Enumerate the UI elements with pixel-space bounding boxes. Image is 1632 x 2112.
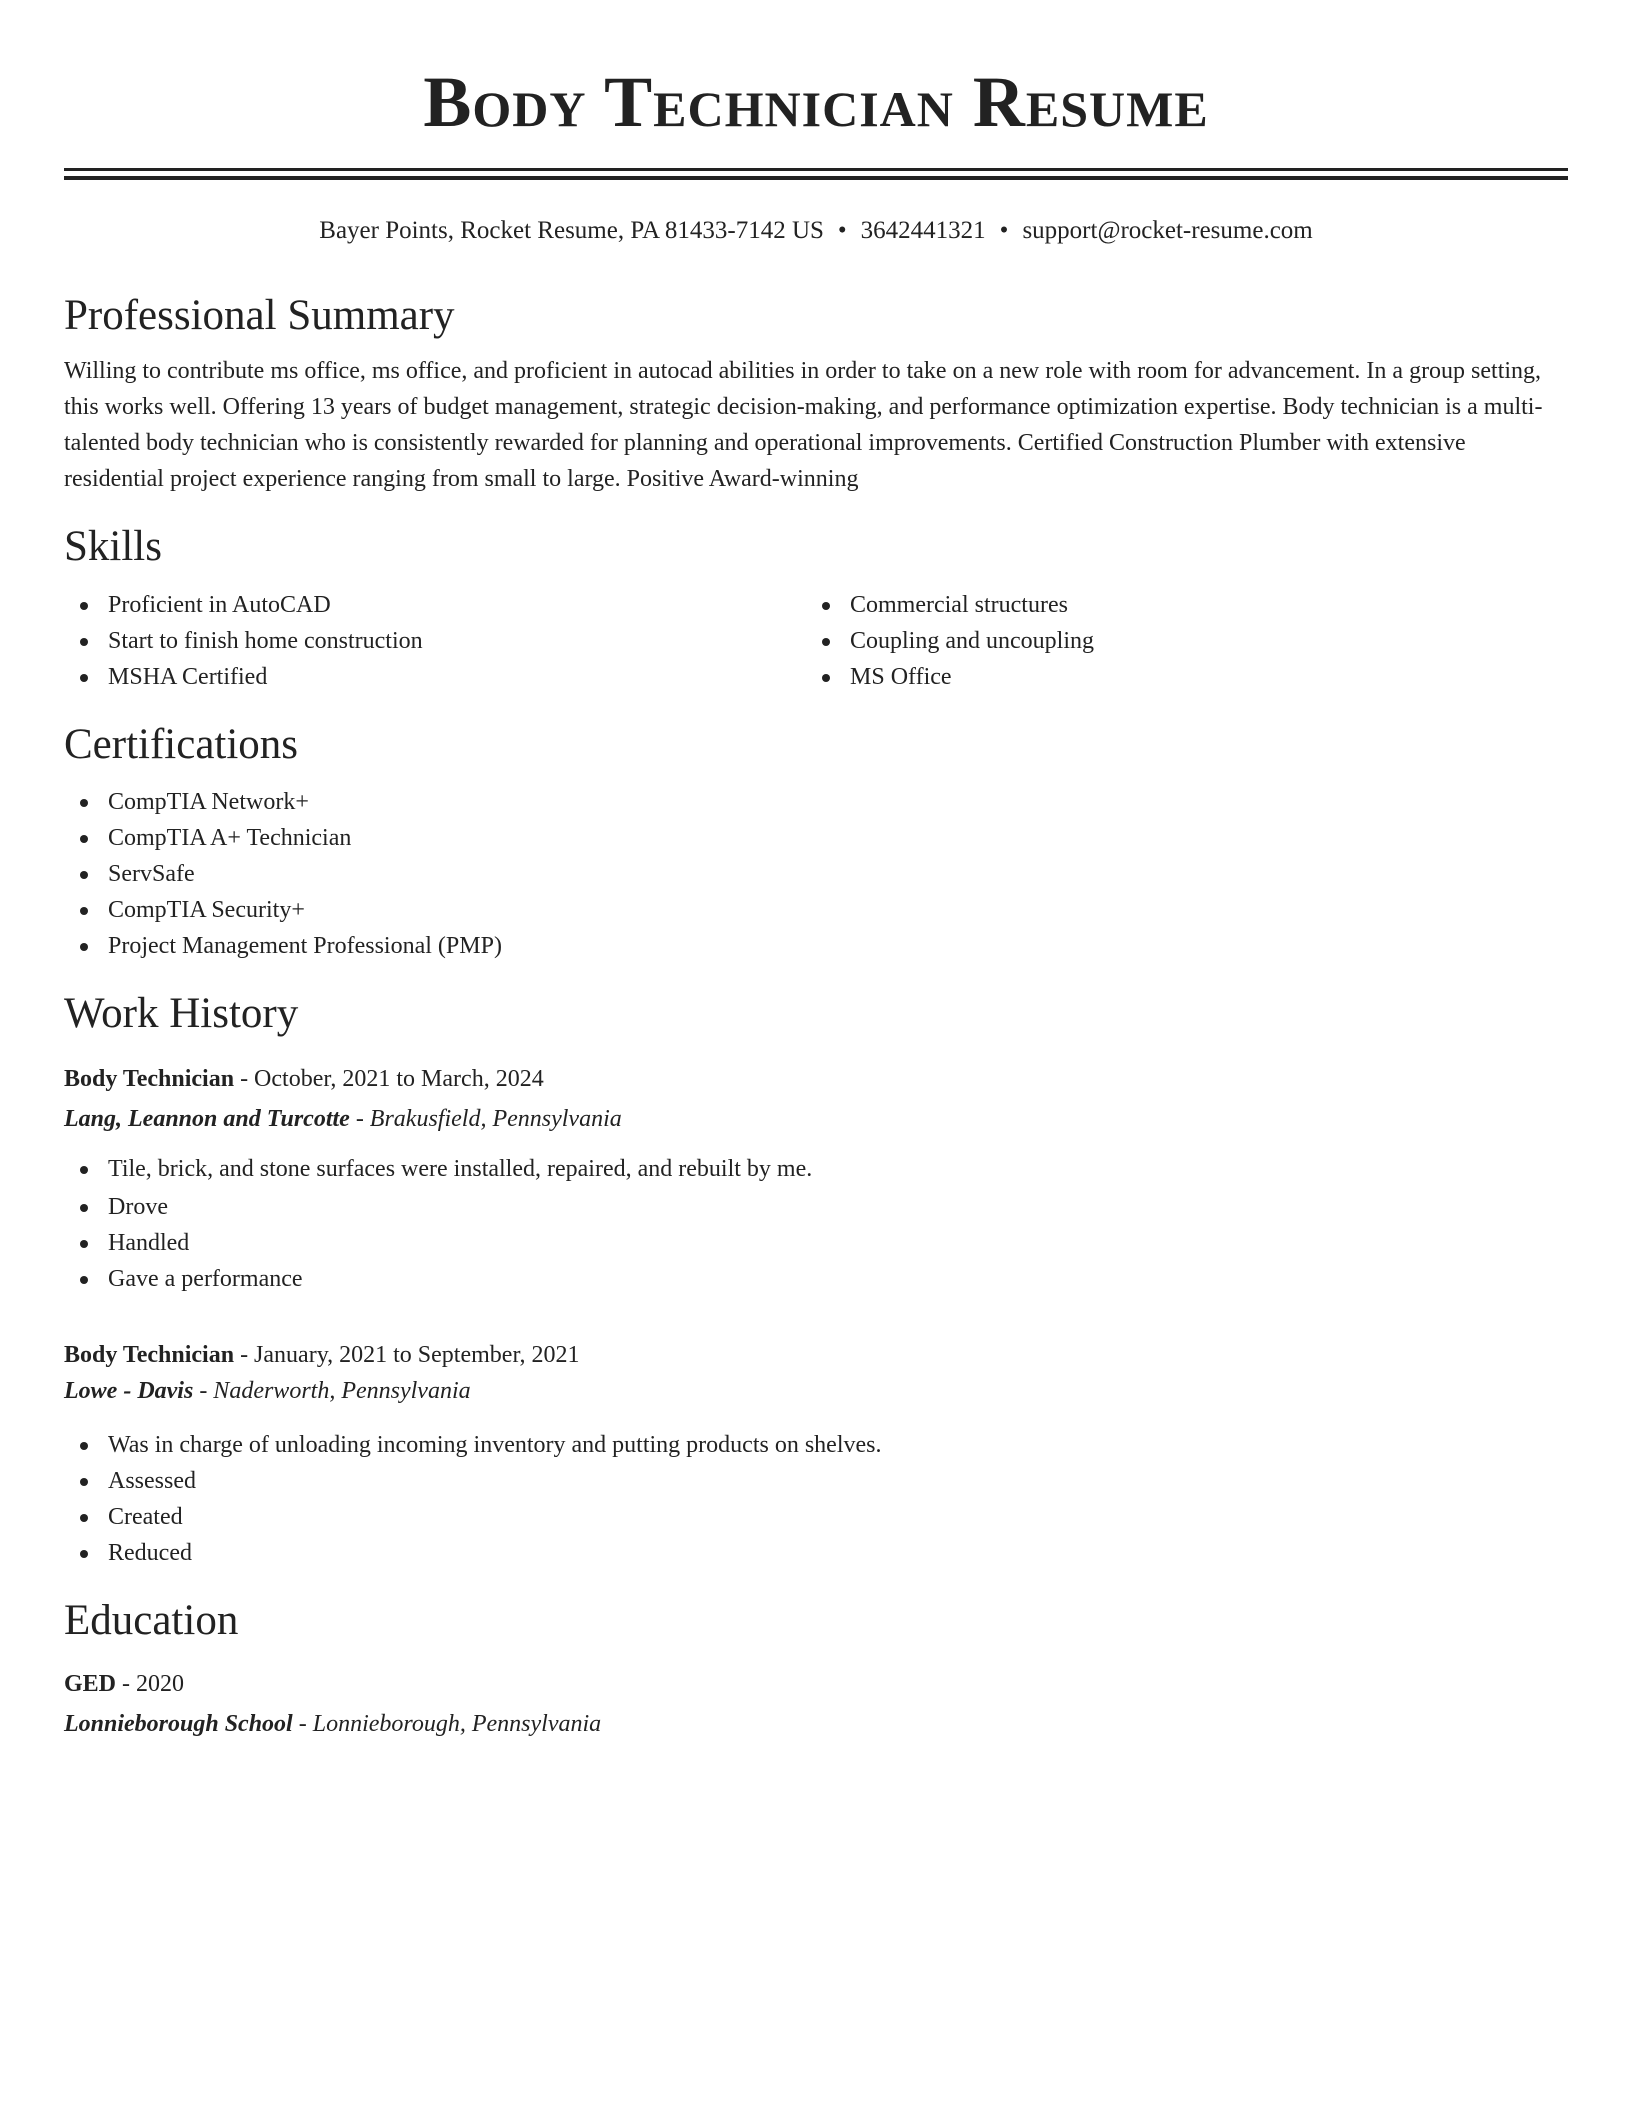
contact-phone: 3642441321 (860, 217, 986, 244)
list-item: Project Management Professional (PMP) (64, 928, 1568, 964)
company-name: Lowe - Davis (64, 1378, 194, 1405)
company-name: Lang, Leannon and Turcotte (64, 1106, 350, 1133)
certifications-heading: Certifications (64, 720, 299, 768)
summary-heading: Professional Summary (64, 292, 455, 339)
job-entry (64, 1061, 1568, 1297)
list-item: Start to finish home construction (64, 623, 806, 659)
page-title: Body Technician Resume (423, 62, 1209, 142)
list-item: MS Office (806, 659, 1548, 695)
job-dates: - October, 2021 to March, 2024 (234, 1066, 544, 1093)
contact-separator: • (999, 217, 1009, 244)
company-line (64, 1101, 1568, 1137)
school-name: Lonnieborough School (64, 1711, 293, 1738)
work-history-heading: Work History (64, 989, 299, 1037)
resume-page (64, 0, 1568, 1742)
contact-separator: • (837, 217, 847, 244)
education-entry (64, 1666, 1568, 1742)
job-title: Body Technician (64, 1066, 235, 1093)
list-item: Commercial structures (806, 587, 1548, 623)
list-item: Coupling and uncoupling (806, 623, 1548, 659)
title-rule-bottom (64, 176, 1568, 180)
list-item: CompTIA A+ Technician (64, 820, 1568, 856)
job-duties-list (64, 1427, 1568, 1571)
degree-name: GED (64, 1671, 117, 1698)
list-item: Was in charge of unloading incoming inventory and putting products on shelves. (64, 1427, 1568, 1463)
job-dates: - January, 2021 to September, 2021 (234, 1342, 580, 1369)
list-item: Handled (64, 1225, 1568, 1261)
list-item: Created (64, 1499, 1568, 1535)
list-item: MSHA Certified (64, 659, 806, 695)
company-location: - Naderworth, Pennsylvania (193, 1378, 471, 1405)
list-item: CompTIA Security+ (64, 892, 1568, 928)
list-item: Gave a performance (64, 1261, 1568, 1297)
job-title-line (64, 1061, 1568, 1097)
degree-line (64, 1666, 1568, 1702)
degree-year: - 2020 (116, 1671, 185, 1698)
title-rule-top (64, 168, 1568, 171)
job-entry (64, 1337, 1568, 1571)
list-item: Tile, brick, and stone surfaces were installed, repaired, and rebuilt by me. (64, 1151, 1568, 1187)
certifications-list (64, 784, 1568, 964)
list-item: Reduced (64, 1535, 1568, 1571)
list-item: Assessed (64, 1463, 1568, 1499)
school-location: - Lonnieborough, Pennsylvania (292, 1711, 602, 1738)
contact-line (64, 214, 1568, 248)
education-heading: Education (64, 1597, 239, 1645)
job-title-line (64, 1337, 1568, 1373)
company-location: - Brakusfield, Pennsylvania (349, 1106, 622, 1133)
list-item: CompTIA Network+ (64, 784, 1568, 820)
contact-email: support@rocket-resume.com (1022, 217, 1313, 244)
summary-text: Willing to contribute ms office, ms office, and proficient in autocad abilities in order to take on a new role with room for advancement. In a group setting, this works well. Offering 13 years of budget management, strategic decision-making, and performance optimization expertise. Body technician is a multi-talented body technician who is consistently rewarded for planning and operational improvements. Certified Construction Plumber with extensive residential project experience ranging from small to large. Positive Award-winning (64, 358, 1543, 493)
job-duties-list (64, 1151, 1568, 1297)
list-item: Proficient in AutoCAD (64, 587, 806, 623)
job-title: Body Technician (64, 1342, 235, 1369)
list-item: Drove (64, 1189, 1568, 1225)
skills-list-right (806, 587, 1548, 695)
school-line (64, 1706, 1568, 1742)
skills-list-left (64, 587, 806, 695)
skills-columns (64, 587, 1568, 695)
list-item: ServSafe (64, 856, 1568, 892)
contact-address: Bayer Points, Rocket Resume, PA 81433-7142 US (319, 217, 824, 244)
company-line (64, 1373, 1568, 1409)
skills-heading: Skills (64, 523, 162, 571)
